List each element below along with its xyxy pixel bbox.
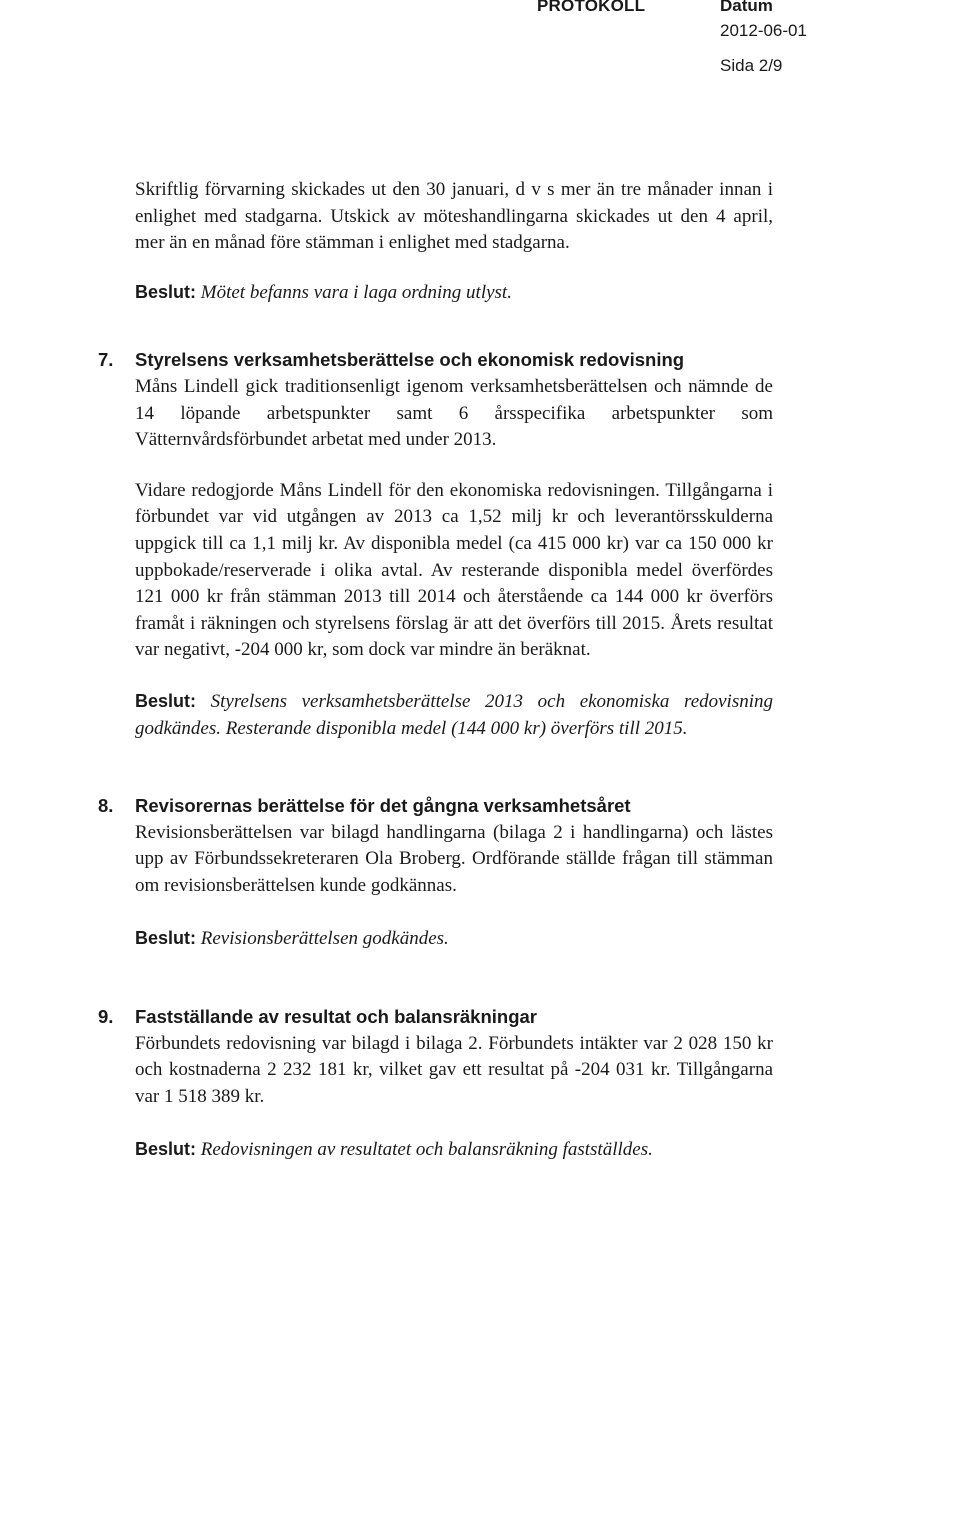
section-decision [135, 925, 773, 953]
section-paragraph: Revisionsberättelsen var bilagd handlingarna (bilaga 2 i handlingarna) och lästes upp av Förbundssekreteraren Ola Broberg. Ordförande ställde frågan till stämman om revisionsberättelsen kunde godkännas. [135, 821, 773, 896]
document-body [98, 177, 774, 1164]
decision-text: Styrelsens verksamhetsberättelse 2013 och ekonomiska redovisning godkändes. Resterande disponibla medel (144 000 kr) överförs till 2015. [135, 690, 774, 739]
section-heading [98, 793, 773, 820]
section-paragraph: Förbundets redovisning var bilagd i bilaga 2. Förbundets intäkter var 2 028 150 kr och kostnaderna 2 232 181 kr, vilket gav ett resultat på -204 031 kr. Tillgångarna var 1 518 389 kr. [135, 1032, 773, 1107]
date-label: Datum [720, 0, 773, 15]
decision-label: Beslut: [135, 281, 197, 302]
section-title: Fastställande av resultat och balansräkningar [135, 1006, 538, 1028]
page-header [0, 0, 960, 90]
intro-paragraph: Skriftlig förvarning skickades ut den 30 januari, d v s mer än tre månader innan i enlighet med stadgarna. Utskick av möteshandlingarna skickades ut den 4 april, mer än en månad före stämman i enlighet med stadgarna. [135, 179, 773, 254]
date-value: 2012-06-01 [720, 21, 807, 40]
section-decision [135, 1136, 773, 1164]
section-7 [98, 347, 774, 742]
section-heading [98, 1004, 773, 1031]
decision-label: Beslut: [135, 690, 197, 711]
section-title: Revisorernas berättelse för det gångna verksamhetsåret [135, 795, 631, 817]
decision-label: Beslut: [135, 928, 197, 949]
decision-text: Mötet befanns vara i laga ordning utlyst. [200, 281, 512, 303]
section-9 [98, 1004, 773, 1164]
section-number: 7. [98, 349, 114, 371]
document-type: PROTOKOLL [537, 0, 646, 15]
section-heading [98, 347, 773, 374]
decision-label: Beslut: [135, 1139, 197, 1160]
intro-decision [135, 279, 773, 307]
section-title: Styrelsens verksamhetsberättelse och ekonomisk redovisning [135, 349, 685, 371]
section-number: 8. [98, 795, 114, 817]
section-8 [98, 793, 773, 953]
section-paragraph: Vidare redogjorde Måns Lindell för den ekonomiska redovisningen. Tillgångarna i förbundet var vid utgången av 2013 ca 1,52 milj kr och leverantörsskulderna uppgick till ca 1,1 milj kr. Av disponibla medel (ca 415 000 kr) var ca 150 000 kr uppbokade/reserverade i olika avtal. Av resterande disponibla medel överfördes 121 000 kr från stämman 2013 till 2014 och återstående ca 144 000 kr överförs framåt i räkningen och styrelsens förslag är att det överförs till 2015. Årets resultat var negativt, -204 000 kr, som dock var mindre än beräknat. [135, 479, 773, 661]
page-number: Sida 2/9 [720, 56, 783, 75]
section-paragraph: Måns Lindell gick traditionsenligt igenom verksamhetsberättelsen och nämnde de 14 löpande arbetspunkter samt 6 årsspecifika arbetspunkter som Vätternvårdsförbundet arbetat med under 2013. [135, 375, 773, 451]
decision-text: Revisionsberättelsen godkändes. [200, 928, 449, 950]
decision-text: Redovisningen av resultatet och balansräkning fastställdes. [200, 1139, 653, 1161]
section-decision [135, 688, 773, 742]
section-number: 9. [98, 1006, 114, 1028]
